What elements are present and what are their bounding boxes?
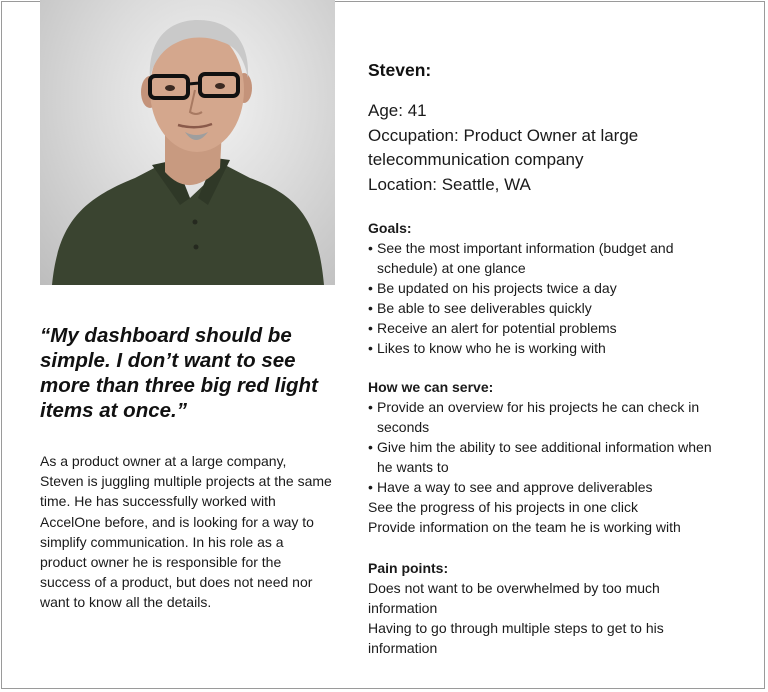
- goals-heading: Goals:: [368, 220, 412, 236]
- pain-point: Does not want to be overwhelmed by too much information: [368, 580, 660, 616]
- serve-item: • Have a way to see and approve deliverables: [368, 477, 728, 497]
- serve-item: • Provide an overview for his projects he can check in seconds: [368, 397, 728, 437]
- serve-section: [368, 377, 728, 537]
- persona-quote: “My dashboard should be simple. I don’t want to see more than three big red light items at once.”: [40, 324, 318, 422]
- goal-item: • Receive an alert for potential problems: [368, 318, 728, 338]
- persona-facts: [368, 99, 728, 197]
- pain-points-section: [368, 558, 728, 658]
- pain-point: Having to go through multiple steps to get to his information: [368, 620, 664, 656]
- persona-photo: [40, 0, 335, 285]
- goal-item: • See the most important information (budget and schedule) at one glance: [368, 238, 728, 278]
- pain-points-heading: Pain points:: [368, 560, 449, 576]
- serve-line: See the progress of his projects in one click: [368, 499, 639, 515]
- goal-item: • Be able to see deliverables quickly: [368, 298, 728, 318]
- persona-age: Age: 41: [368, 101, 427, 120]
- person-illustration: [40, 0, 335, 285]
- persona-name: Steven:: [368, 60, 432, 80]
- persona-bio: As a product owner at a large company, Steven is juggling multiple projects at the same time. He has successfully worked with AccelOne before, and is looking for a way to simplify communication. In his role as a product owner he is responsible for the success of a product, but does not need nor want to know all the details.: [40, 453, 332, 611]
- persona-location: Location: Seattle, WA: [368, 174, 531, 194]
- persona-occupation: Occupation: Product Owner at large telecommunication company: [368, 125, 639, 169]
- goals-section: [368, 218, 728, 358]
- goal-item: • Be updated on his projects twice a day: [368, 278, 728, 298]
- goal-item: • Likes to know who he is working with: [368, 338, 728, 358]
- serve-heading: How we can serve:: [368, 379, 494, 395]
- serve-line: Provide information on the team he is working with: [368, 519, 681, 535]
- serve-item: • Give him the ability to see additional information when he wants to: [368, 437, 728, 477]
